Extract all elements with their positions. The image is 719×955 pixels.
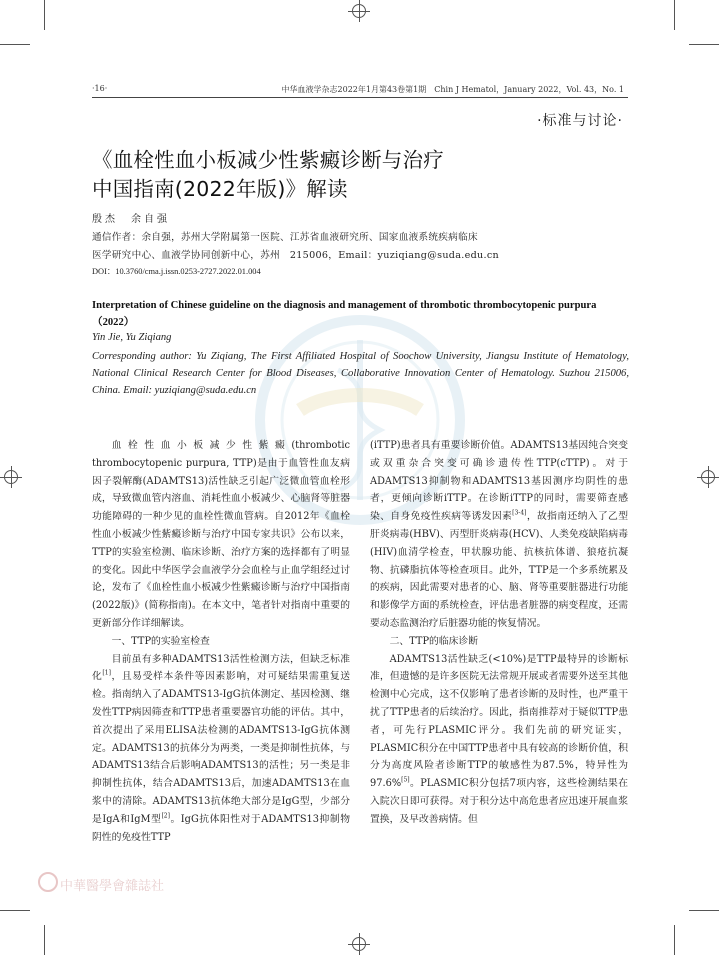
section-tag: ·标准与讨论· xyxy=(537,113,623,129)
publisher-watermark: 中華醫學會雜誌社 xyxy=(60,879,165,894)
crop-mark xyxy=(0,44,30,45)
registration-mark-bottom xyxy=(352,937,366,951)
paragraph-text: (iTTP)患者具有重要诊断价值。ADAMTS13基因纯合突变或双重杂合突变可确诊遗传性TTP(cTTP)。对于ADAMTS13抑制物和ADAMTS13基因测序均阴性的患者，更倾向诊断iTTP。在诊断iTTP的同时，需要筛查感染、自身免疫性疾病等诱发因素 xyxy=(370,440,628,523)
english-title: Interpretation of Chinese guideline on the diagnosis and management of thrombotic thrombocytopenic purpura（2022） xyxy=(92,300,597,328)
correspondence-line1: 通信作者：余自强，苏州大学附属第一医院、江苏省血液研究所、国家血液系统疾病临床 xyxy=(92,232,478,243)
registration-mark-right xyxy=(701,470,715,484)
paragraph-diagnosis xyxy=(370,651,628,829)
paragraph-text: 目前虽有多种ADAMTS13活性检测方法，但缺乏标准化 xyxy=(92,653,350,683)
paragraph-text: ADAMTS13活性缺乏(<10%)是TTP最特异的诊断标准，但遗憾的是许多医院无法常规开展或者需要外送至其他检测中心完成，这不仅影响了患者诊断的及时性，也严重干扰了TTP患者的后续治疗。因此，指南推荐对于疑似TTP患者，可先行PLASMIC评分。我们先前的研究证实，PLASMIC积分在中国TTP患者中具有较高的诊断价值，积分为高度风险者诊断TTP的敏感性为87.5%，特异性为97.6% xyxy=(370,653,628,790)
citation-ref[interactable]: [2] xyxy=(161,812,170,820)
publisher-logo-icon xyxy=(38,872,58,892)
paragraph-intro: 血栓性血小板减少性紫癜(thrombotic thrombocytopenic purpura, TTP)是由于血管性血友病因子裂解酶(ADAMTS13)活性缺乏引起广泛微血管血栓形成，导致微血管内溶血、消耗性血小板减少、心脑肾等脏器功能障碍的一种少见的血栓性微血管病。自2012年《血栓性血小板减少性紫癜诊断与治疗中国专家共识》公布以来，TTP的实验室检测、临床诊断、治疗方案的选择都有了明显的变化。因此中华医学会血液学分会血栓与止血学组经过讨论，发布了《血栓性血小板减少性紫癜诊断与治疗中国指南(2022版)》(简称指南)。在本文中，笔者针对指南中重要的更新部分作详细解读。 xyxy=(92,440,350,629)
paragraph-text: 。PLASMIC积分包括7项内容，这些检测结果在入院次日即可获得。对于积分达中高危患者应迅速开展血浆置换，及早改善病情。但 xyxy=(370,778,628,825)
citation-ref[interactable]: [5] xyxy=(401,776,410,784)
registration-mark-top xyxy=(352,4,366,18)
body-right-column xyxy=(370,437,628,829)
crop-mark xyxy=(674,925,675,955)
header-rule xyxy=(92,97,628,98)
paragraph-text: ，故指南还纳入了乙型肝炎病毒(HBV)、丙型肝炎病毒(HCV)、人类免疫缺陷病毒(HIV)血清学检查，甲状腺功能、抗核抗体谱、狼疮抗凝物、抗磷脂抗体等检查项目。此外，TTP是一个多系统累及的疾病，因此需要对患者的心、脑、肾等重要脏器进行功能和影像学方面的系统检查，评估患者脏器的病变程度，还需要动态监测治疗后脏器功能的恢复情况。 xyxy=(370,511,629,629)
article-title-line2: 中国指南(2022年版)》解读 xyxy=(92,177,348,201)
english-correspondence: Corresponding author: Yu Ziqiang, The First Affiliated Hospital of Soochow University, Jiangsu Institute of Hematology, National Clinical Research Center for Blood Diseases, Collaborative Innovation Center of Hematology. Suzhou 215006, China. Email: yuziqiang@suda.edu.cn xyxy=(92,351,629,397)
crop-mark xyxy=(689,910,719,911)
citation-ref[interactable]: [1] xyxy=(102,670,111,678)
citation-ref[interactable]: [3-4] xyxy=(512,509,527,517)
crop-mark xyxy=(689,44,719,45)
section-heading-diagnosis: 二、TTP的临床诊断 xyxy=(389,635,479,647)
article-title-line1: 《血栓性血小板减少性紫癜诊断与治疗 xyxy=(92,148,444,172)
crop-mark xyxy=(674,0,675,30)
paragraph-ittp xyxy=(370,437,628,633)
crop-mark xyxy=(44,925,45,955)
registration-mark-left xyxy=(4,470,18,484)
section-heading-lab-tests: 一、TTP的实验室检查 xyxy=(111,635,210,647)
authors: 殷杰 余自强 xyxy=(92,214,170,225)
crop-mark xyxy=(0,910,30,911)
english-authors: Yin Jie, Yu Ziqiang xyxy=(92,332,172,343)
body-left-column xyxy=(92,437,350,846)
paragraph-text: ，且易受样本条件等因素影响，对可疑结果需重复送检。指南纳入了ADAMTS13-IgG抗体测定、基因检测、继发性TTP病因筛查和TTP患者重要器官功能的评估。其中，首次提出了采用ELISA法检测的ADAMTS13-IgG抗体测定。ADAMTS13的抗体分为两类，一类是抑制性抗体，与ADAMTS13结合后影响ADAMTS13的活性；另一类是非抑制性抗体，结合ADAMTS13后，加速ADAMTS13在血浆中的清除。ADAMTS13抗体绝大部分是IgG型，少部分是IgA和IgM型 xyxy=(92,671,351,825)
paragraph-text: 。IgG抗体阳性对于ADAMTS13抑制物阴性的免疫性TTP xyxy=(92,813,350,843)
crop-mark xyxy=(44,0,45,30)
journal-running-header: 中华血液学杂志2022年1月第43卷第1期 Chin J Hematol，January 2022，Vol. 43，No. 1 xyxy=(281,85,624,94)
correspondence-line2: 医学研究中心、血液学协同创新中心，苏州 215006，Email：yuziqiang@suda.edu.cn xyxy=(92,250,500,261)
doi: DOI：10.3760/cma.j.issn.0253-2727.2022.01.004 xyxy=(92,267,261,276)
page-number: ·16· xyxy=(92,84,108,93)
paragraph-lab-tests xyxy=(92,651,350,847)
